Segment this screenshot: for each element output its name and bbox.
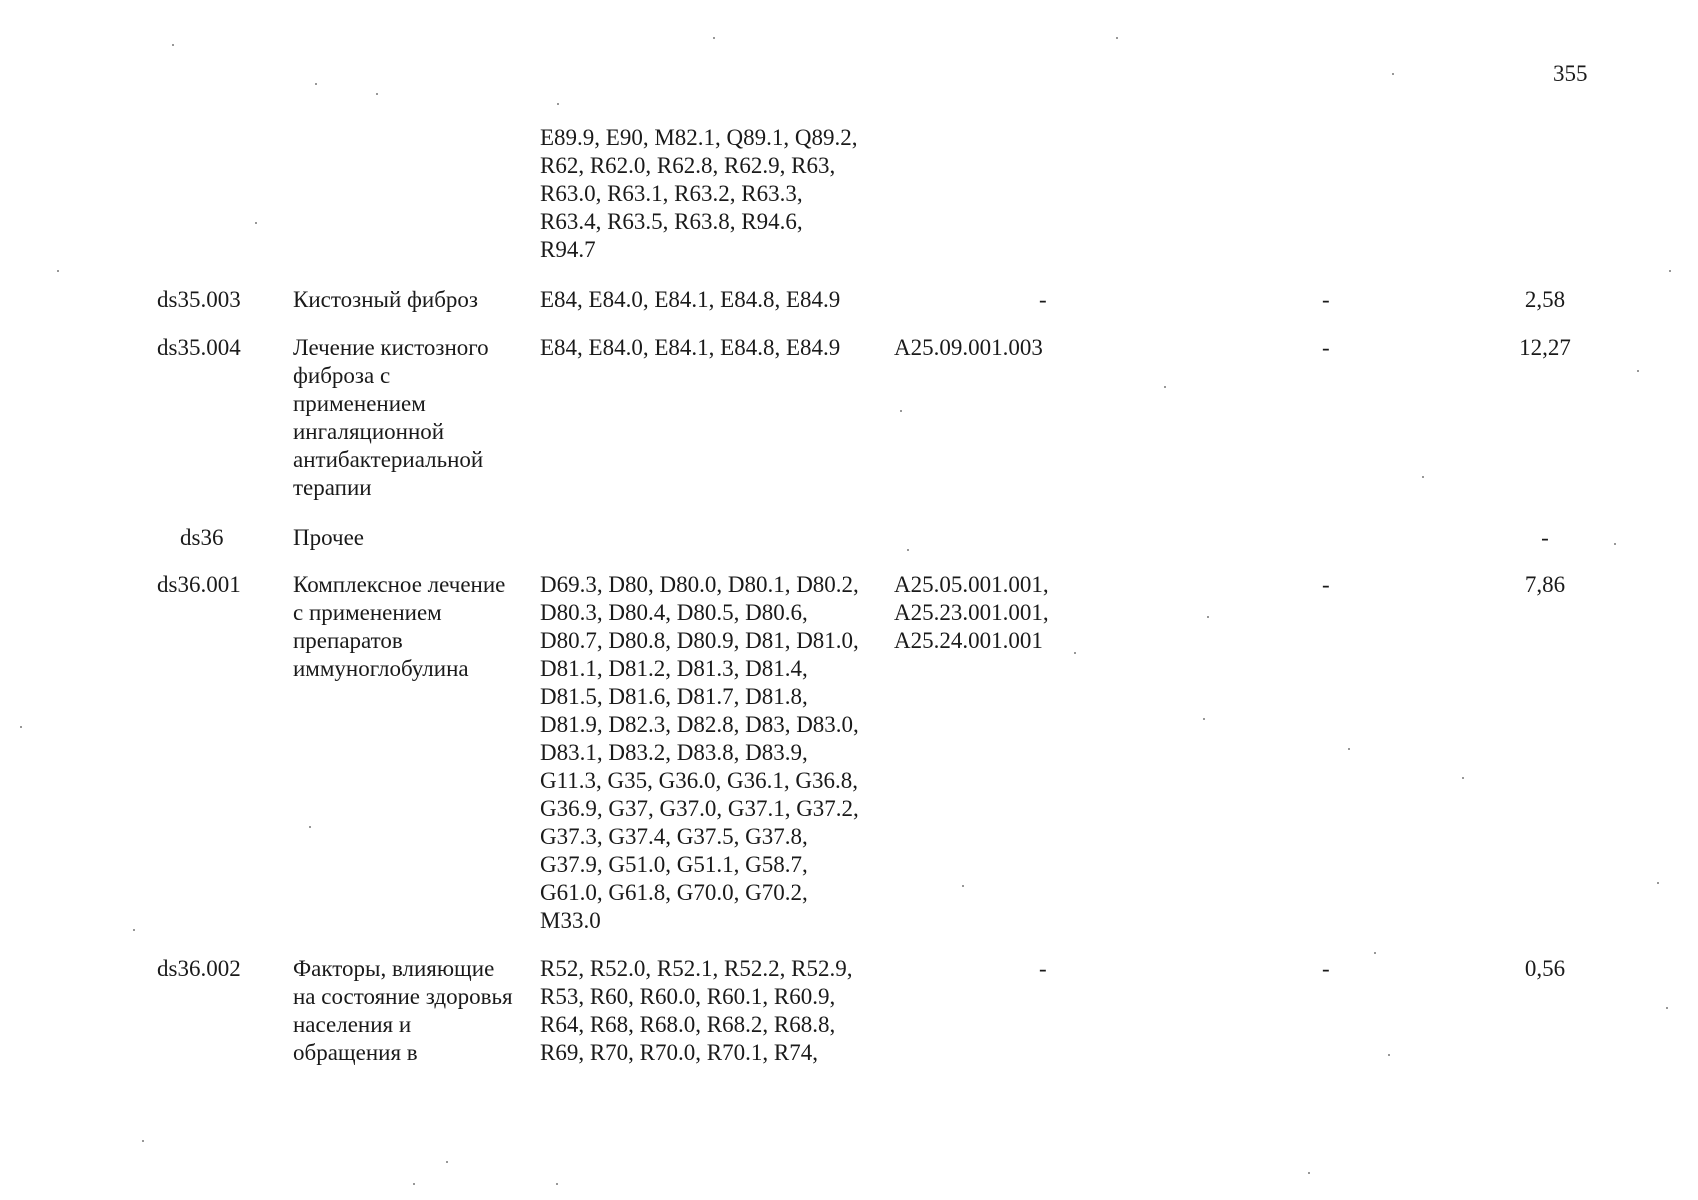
- row-dash-2: -: [1322, 956, 1330, 981]
- page-number: 355: [1553, 61, 1588, 86]
- row-coefficient: 0,56: [1524, 956, 1566, 981]
- row-code: ds36.002: [157, 956, 241, 981]
- row-coefficient: -: [1541, 525, 1549, 550]
- row-dash-2: -: [1322, 287, 1330, 312]
- row-icd-codes: D69.3, D80, D80.0, D80.1, D80.2, D80.3, D80.4, D80.5, D80.6, D80.7, D80.8, D80.9, D81, D81.0, D81.1, D81.2, D81.3, D81.4, D81.5, D81.6, D81.7, D81.8, D81.9, D82.3, D82.8, D83, D83.0, D83.1, D83.2, D83.8, D83.9, G11.3, G35, G36.0, G36.1, G36.8, G36.9, G37, G37.0, G37.1, G37.2, G37.3, G37.4, G37.5, G37.8, G37.9, G51.0, G51.1, G58.7, G61.0, G61.8, G70.0, G70.2, M33.0: [540, 572, 859, 933]
- row-dash-1: -: [1039, 956, 1047, 981]
- row-coefficient: 12,27: [1519, 335, 1571, 360]
- row-procedures: A25.05.001.001, A25.23.001.001, A25.24.001.001: [894, 572, 1049, 653]
- row-procedures: A25.09.001.003: [894, 335, 1043, 360]
- row-dash-1: -: [1039, 287, 1047, 312]
- row-code: ds36.001: [157, 572, 241, 597]
- row-coefficient: 2,58: [1524, 287, 1566, 312]
- row-name: Факторы, влияющие на состояние здоровья населения и обращения в: [293, 956, 513, 1065]
- row-icd-codes: R52, R52.0, R52.1, R52.2, R52.9, R53, R60, R60.0, R60.1, R60.9, R64, R68, R68.0, R68.2, R68.8, R69, R70, R70.0, R70.1, R74,: [540, 956, 853, 1065]
- row-name: Кистозный фиброз: [293, 287, 479, 312]
- section-code: ds36: [180, 525, 224, 550]
- row-icd-codes: E84, E84.0, E84.1, E84.8, E84.9: [540, 335, 841, 360]
- row-dash-2: -: [1322, 572, 1330, 597]
- section-title: Прочее: [293, 525, 364, 550]
- row-icd-codes: E84, E84.0, E84.1, E84.8, E84.9: [540, 287, 841, 312]
- row-dash-2: -: [1322, 335, 1330, 360]
- row-name: Лечение кистозного фиброза с применением ингаляционной антибактериальной терапии: [293, 335, 489, 500]
- row-code: ds35.004: [157, 335, 241, 360]
- row-name: Комплексное лечение с применением препаратов иммуноглобулина: [293, 572, 506, 681]
- row-code: ds35.003: [157, 287, 241, 312]
- row-coefficient: 7,86: [1524, 572, 1566, 597]
- row-icd-codes: E89.9, E90, M82.1, Q89.1, Q89.2, R62, R62.0, R62.8, R62.9, R63, R63.0, R63.1, R63.2, R63.3, R63.4, R63.5, R63.8, R94.6, R94.7: [540, 125, 858, 262]
